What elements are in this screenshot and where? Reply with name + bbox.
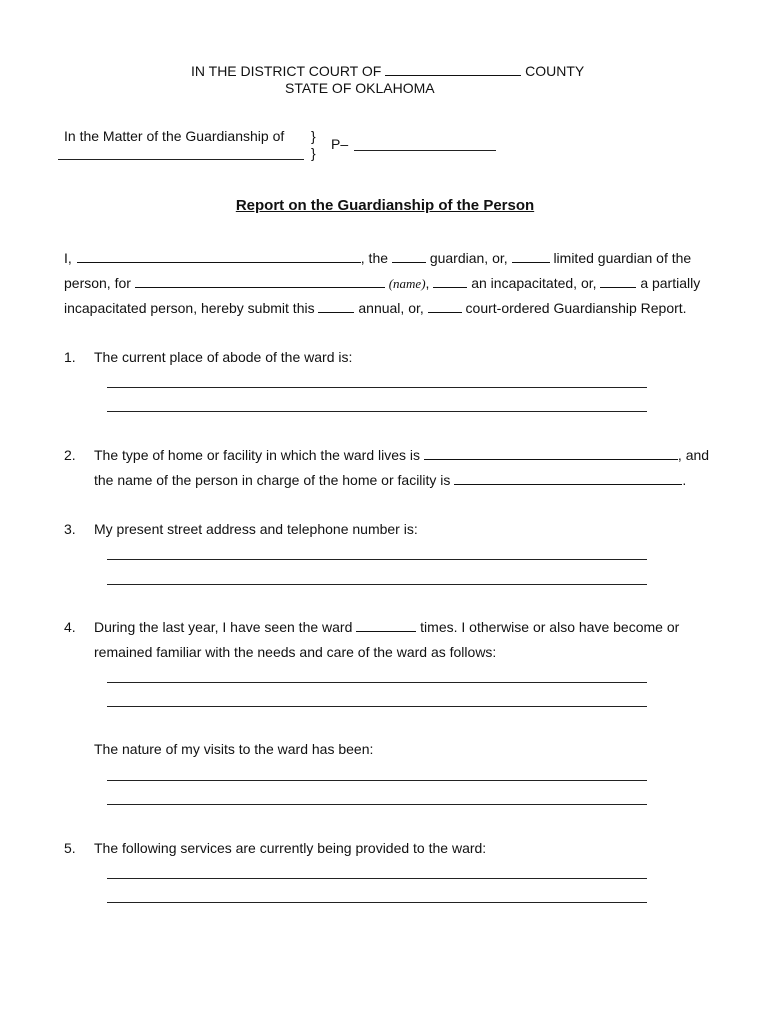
partially-check-blank[interactable] xyxy=(600,275,636,288)
guardian-name-blank[interactable] xyxy=(77,250,361,263)
item-4-line-1 xyxy=(94,619,706,635)
item-5-number: 5. xyxy=(64,840,76,856)
item-2-and: , and xyxy=(677,447,710,463)
intro-comma: , xyxy=(425,275,430,291)
ward-name-blank-2[interactable] xyxy=(135,275,385,288)
brace-top: } xyxy=(311,128,316,144)
item-4-question-c: The nature of my visits to the ward has been: xyxy=(94,741,374,757)
item-1-answer-line[interactable] xyxy=(107,387,647,388)
intro-person-for: person, for xyxy=(64,275,131,291)
item-1-answer-line[interactable] xyxy=(107,411,647,412)
item-2-line-1 xyxy=(94,447,709,463)
item-3-question: My present street address and telephone number is: xyxy=(94,521,418,537)
intro-the: , the xyxy=(360,250,389,266)
item-4-question-a: During the last year, I have seen the ward xyxy=(94,619,353,635)
item-3-answer-line[interactable] xyxy=(107,559,647,560)
intro-annual: annual, or, xyxy=(358,300,424,316)
state-label: STATE OF OKLAHOMA xyxy=(285,80,435,96)
item-1-question: The current place of abode of the ward is: xyxy=(94,349,353,365)
facility-type-blank[interactable] xyxy=(424,447,678,460)
item-4-question-a-end: times. I otherwise or also have become or xyxy=(420,619,680,635)
item-5-answer-line[interactable] xyxy=(107,902,647,903)
item-4-number: 4. xyxy=(64,619,76,635)
case-prefix: P– xyxy=(331,136,349,152)
item-3-answer-line[interactable] xyxy=(107,584,647,585)
limited-guardian-check-blank[interactable] xyxy=(512,250,550,263)
intro-line-1 xyxy=(64,250,706,266)
visits-answer-line[interactable] xyxy=(107,804,647,805)
item-5-answer-line[interactable] xyxy=(107,878,647,879)
brace-bottom: } xyxy=(311,145,316,161)
intro-line-3 xyxy=(64,300,687,316)
item-2-period: . xyxy=(682,472,687,488)
item-2-question-a: The type of home or facility in which the ward lives is xyxy=(94,447,421,463)
county-blank[interactable] xyxy=(385,63,521,76)
incapacitated-check-blank[interactable] xyxy=(433,275,467,288)
court-prefix: IN THE DISTRICT COURT OF xyxy=(191,63,382,79)
annual-check-blank[interactable] xyxy=(318,300,354,313)
intro-submit: incapacitated person, hereby submit this xyxy=(64,300,315,316)
item-3-number: 3. xyxy=(64,521,76,537)
visits-answer-line[interactable] xyxy=(107,780,647,781)
intro-guardian-or: guardian, or, xyxy=(429,250,508,266)
intro-partially: a partially xyxy=(640,275,701,291)
ward-name-blank[interactable] xyxy=(58,159,304,160)
item-4-question-b: remained familiar with the needs and care of the ward as follows: xyxy=(94,644,497,660)
intro-court-ordered: court-ordered Guardianship Report. xyxy=(465,300,687,316)
court-header-line xyxy=(191,63,584,79)
intro-limited-guardian: limited guardian of the xyxy=(553,250,692,266)
item-5-question: The following services are currently being provided to the ward: xyxy=(94,840,487,856)
item-4-answer-line[interactable] xyxy=(107,706,647,707)
item-2-question-b: the name of the person in charge of the home or facility is xyxy=(94,472,451,488)
item-1-number: 1. xyxy=(64,349,76,365)
report-title: Report on the Guardianship of the Person xyxy=(235,197,535,214)
guardian-check-blank[interactable] xyxy=(392,250,426,263)
item-4-answer-line[interactable] xyxy=(107,682,647,683)
intro-i: I, xyxy=(64,250,72,266)
visit-count-blank[interactable] xyxy=(356,619,416,632)
person-in-charge-blank[interactable] xyxy=(454,472,682,485)
intro-line-2 xyxy=(64,275,700,292)
name-hint: (name) xyxy=(388,276,426,291)
intro-incapacitated: an incapacitated, or, xyxy=(471,275,597,291)
case-number-blank[interactable] xyxy=(354,150,496,151)
matter-label: In the Matter of the Guardianship of xyxy=(64,128,285,144)
item-2-number: 2. xyxy=(64,447,76,463)
county-label: COUNTY xyxy=(525,63,585,79)
item-2-line-2 xyxy=(94,472,686,488)
case-number-line xyxy=(331,136,348,152)
court-ordered-check-blank[interactable] xyxy=(428,300,462,313)
